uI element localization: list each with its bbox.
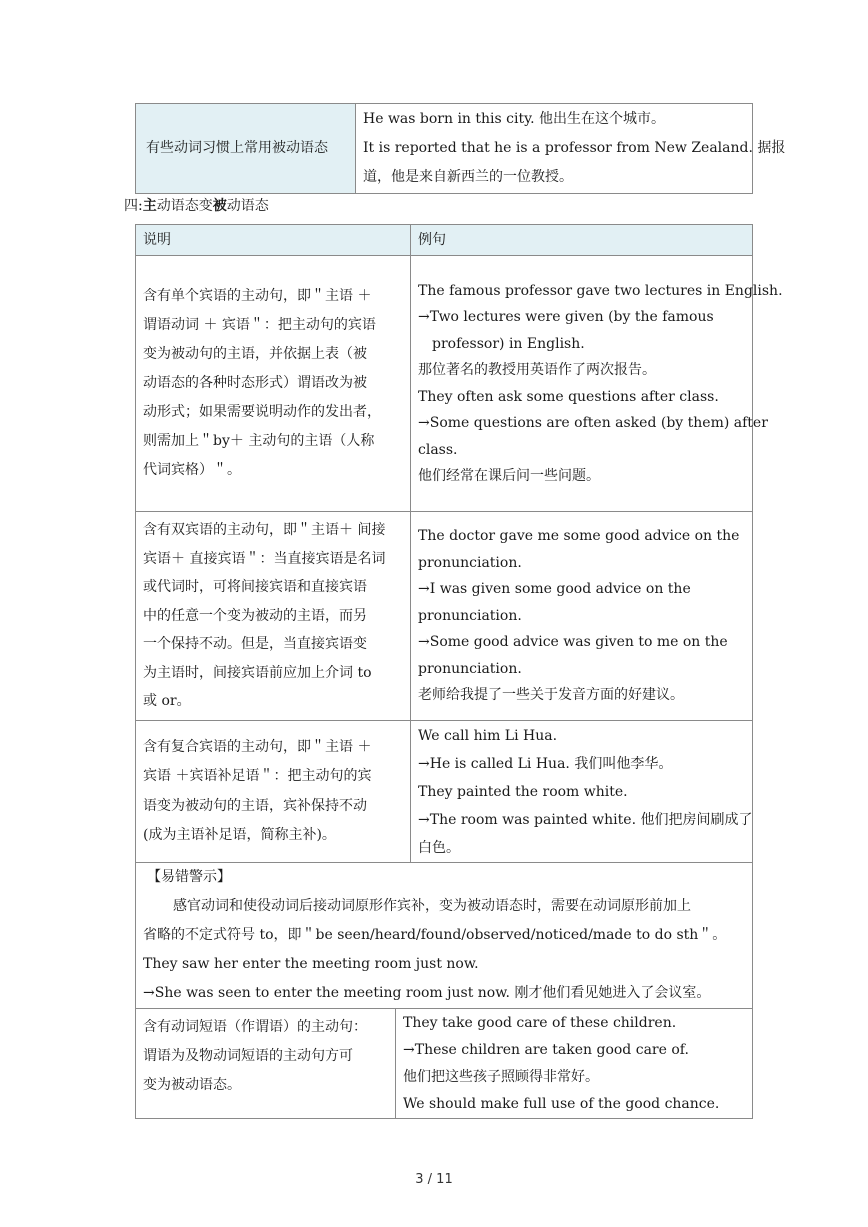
warning-cell: [136, 863, 753, 1009]
rule-description-cell: 含有复合宾语的主动句，即＂主语 ＋ 宾语 ＋宾语补足语＂：把主动句的宾 语变为被动句的主语，宾补保持不动 (成为主语补足语，简称主补)。: [136, 721, 411, 863]
example-cell: The doctor gave me some good advice on the pronunciation. →I was given some good advice on the pronunciation. →Some good advice was given to me on the pronunciation. 老师给我提了一些关于发音方面的好建议。: [411, 512, 753, 721]
example-line: It is reported that he is a professor from New Zealand. 据报: [363, 140, 786, 156]
warning-title: 【易错警示】: [147, 869, 231, 885]
top-table-example-cell: [356, 104, 786, 194]
rule-description-cell: 含有动词短语（作谓语）的主动句： 谓语为及物动词短语的主动句方可 变为被动语态。: [136, 1009, 396, 1119]
section-heading: 四:主动语态变被动语态: [124, 198, 269, 214]
phrasal-verb-table: [135, 1008, 753, 1119]
table-row: [136, 721, 753, 863]
example-cell: We call him Li Hua. →He is called Li Hua. 我们叫他李华。 They painted the room white. →The room was painted white. 他们把房间刷成了 白色。: [411, 721, 753, 863]
warning-row: [136, 863, 753, 1009]
main-table: [135, 224, 783, 1009]
table-row: [136, 256, 753, 512]
warning-line: 省略的不定式符号 to，即＂be seen/heard/found/observed/noticed/made to do sth＂。: [143, 927, 727, 943]
header-cell-example: 例句: [411, 225, 753, 256]
warning-line: They saw her enter the meeting room just now.: [143, 956, 479, 972]
top-table: [135, 103, 786, 194]
warning-line: →She was seen to enter the meeting room just now. 刚才他们看见她进入了会议室。: [143, 985, 711, 1001]
page-number: 3 / 11: [415, 1172, 453, 1187]
example-cell: They take good care of these children. →These children are taken good care of. 他们把这些孩子照顾得非常好。 We should make full use of the good chance.: [396, 1009, 753, 1119]
rule-description-cell: 含有双宾语的主动句，即＂主语＋ 间接 宾语＋ 直接宾语＂：当直接宾语是名词 或代词时，可将间接宾语和直接宾语 中的任意一个变为被动的主语，而另 一个保持不动。但是，当直接宾语变 为主语时，间接宾语前应加上介词 to 或 or。: [136, 512, 411, 721]
table-row: [136, 1009, 753, 1119]
warning-line: 感官动词和使役动词后接动词原形作宾补，变为被动语态时，需要在动词原形前加上: [173, 898, 691, 914]
table-row: [136, 512, 753, 721]
header-cell-description: 说明: [136, 225, 411, 256]
example-line: He was born in this city. 他出生在这个城市。: [363, 111, 666, 127]
example-cell: The famous professor gave two lectures in English. →Two lectures were given (by the famous professor) in English. 那位著名的教授用英语作了两次报告。 They often ask some questions after class. →Some questions are often asked (by them) after class. 他们经常在课后问一些问题。: [411, 256, 753, 512]
rule-description-cell: 含有单个宾语的主动句，即＂主语 ＋ 谓语动词 ＋ 宾语＂：把主动句的宾语 变为被动句的主语，并依据上表（被 动语态的各种时态形式）谓语改为被 动形式；如果需要说明动作的发出者， 则需加上＂by＋ 主动句的主语（人称 代词宾格）＂。: [136, 256, 411, 512]
table-header-row: [136, 225, 753, 256]
example-line: 道，他是来自新西兰的一位教授。: [363, 169, 573, 185]
top-table-description-cell: [136, 104, 356, 194]
top-table-description: 有些动词习惯上常用被动语态: [146, 140, 328, 156]
